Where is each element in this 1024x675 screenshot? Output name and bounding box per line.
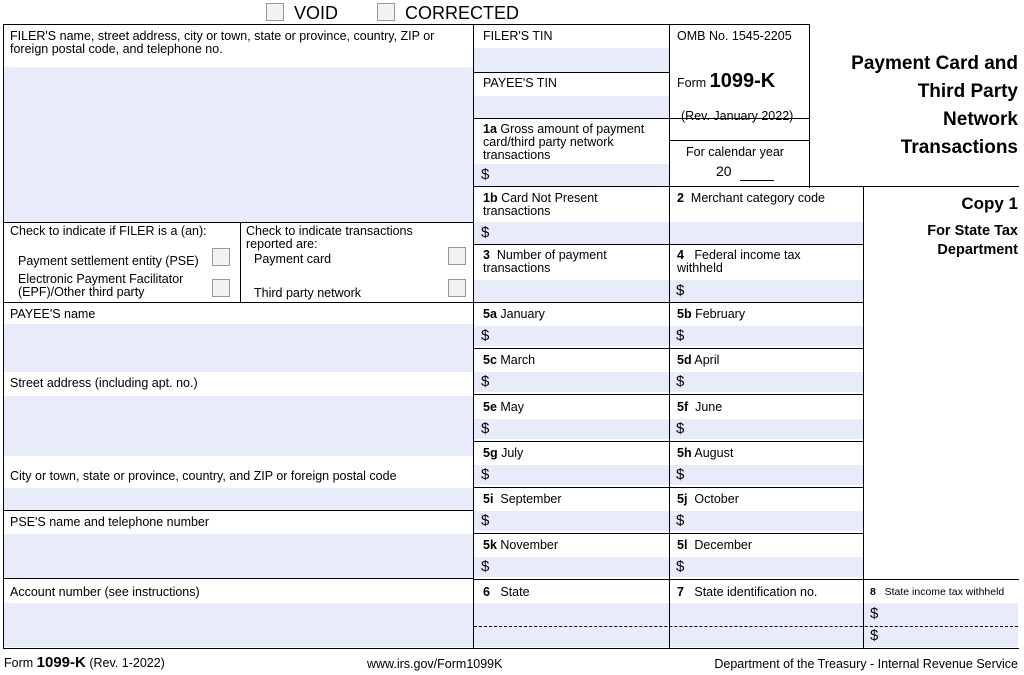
payment-card-checkbox[interactable] [448,247,466,265]
form-heading: Payment Card and Third Party Network Transactions [851,53,1018,158]
box-6-label: 6 State [483,585,530,599]
omb-number: OMB No. 1545-2205 [677,29,792,43]
box-3-label: 3 Number of payment transactions [483,248,607,275]
form-title: Form 1099-K [677,70,776,92]
street-address-field[interactable] [4,396,473,456]
footer-department: Department of the Treasury - Internal Revenue Service [714,657,1018,671]
third-party-network-label: Third party network [254,286,361,300]
box-5e-currency: $ [481,420,490,437]
box-5h-label: 5h August [677,446,734,460]
third-party-network-checkbox[interactable] [448,279,466,297]
calendar-year-label: For calendar year [686,145,784,159]
calendar-year-input-line[interactable] [740,180,774,181]
box-1b-label: 1b Card Not Present transactions [483,191,598,218]
box-8-label: 8 State income tax withheld [870,586,1005,598]
city-label: City or town, state or province, country, and ZIP or foreign postal code [10,469,397,483]
box-5b-currency: $ [676,327,685,344]
transactions-check-label: Check to indicate transactions reported are: [246,224,413,251]
street-address-label: Street address (including apt. no.) [10,376,198,390]
pse-name-field[interactable] [4,534,473,578]
epf-checkbox[interactable] [212,279,230,297]
box-4-label: 4 Federal income tax withheld [677,248,801,275]
box-5a-currency: $ [481,327,490,344]
box-5g-label: 5g July [483,446,524,460]
box-5a-label: 5a January [483,307,545,321]
box-5b-label: 5b February [677,307,746,321]
void-checkbox[interactable] [266,3,284,21]
pse-label: Payment settlement entity (PSE) [18,254,199,268]
void-label: VOID [294,3,339,23]
filer-tin-label: FILER'S TIN [483,29,553,43]
box-1a-currency: $ [481,166,490,183]
copy-label: Copy 1 [961,194,1018,213]
box-5d-currency: $ [676,373,685,390]
filer-label: FILER'S name, street address, city or town, state or province, country, ZIP or foreign postal code, and telephone no. [10,29,435,56]
payee-tin-label: PAYEE'S TIN [483,76,557,90]
box-5k-label: 5k November [483,538,559,552]
box-5j-currency: $ [676,512,685,529]
epf-label: Electronic Payment Facilitator (EPF)/Other third party [18,272,184,299]
box-5c-label: 5c March [483,353,536,367]
pse-checkbox[interactable] [212,248,230,266]
box-5d-label: 5d April [677,353,720,367]
box-5f-label: 5f June [677,400,723,414]
box-5i-label: 5i September [483,492,562,506]
pse-name-label: PSE'S name and telephone number [10,515,210,529]
filer-tin-field[interactable] [474,48,669,72]
footer-form-id: Form 1099-K (Rev. 1-2022) [4,654,165,671]
account-number-label: Account number (see instructions) [10,585,200,599]
city-field[interactable] [4,488,473,510]
box-5e-label: 5e May [483,400,525,414]
calendar-year-prefix: 20 [716,163,732,179]
box-1b-currency: $ [481,224,490,241]
box-4-currency: $ [676,282,685,299]
filer-check-label: Check to indicate if FILER is a (an): [10,224,207,238]
box-5f-currency: $ [676,420,685,437]
box-2-label: 2 Merchant category code [677,191,826,205]
box-5k-currency: $ [481,558,490,575]
box-5l-currency: $ [676,558,685,575]
box-5h-currency: $ [676,466,685,483]
payee-name-field[interactable] [4,324,473,372]
corrected-label: CORRECTED [405,3,520,23]
box-1a-field[interactable] [474,164,669,186]
box-7-label: 7 State identification no. [677,585,818,599]
box-5l-label: 5l December [677,538,753,552]
box-1a-label: 1a Gross amount of payment card/third party network transactions [483,122,645,162]
box-8-currency-1: $ [870,605,879,622]
footer-url: www.irs.gov/Form1099K [367,657,503,671]
payee-tin-field[interactable] [474,96,669,118]
box-8-currency-2: $ [870,627,879,644]
box-5g-currency: $ [481,466,490,483]
state-fields[interactable] [474,603,1018,647]
copy-recipient: For State Tax Department [927,223,1018,258]
corrected-checkbox[interactable] [377,3,395,21]
payee-name-label: PAYEE'S name [10,307,96,321]
box-5i-currency: $ [481,512,490,529]
box-5j-label: 5j October [677,492,739,506]
form-revision: (Rev. January 2022) [681,109,794,123]
payment-card-label: Payment card [254,252,332,266]
box-5c-currency: $ [481,373,490,390]
account-number-field[interactable] [4,603,473,647]
filer-info-field[interactable] [4,67,473,223]
